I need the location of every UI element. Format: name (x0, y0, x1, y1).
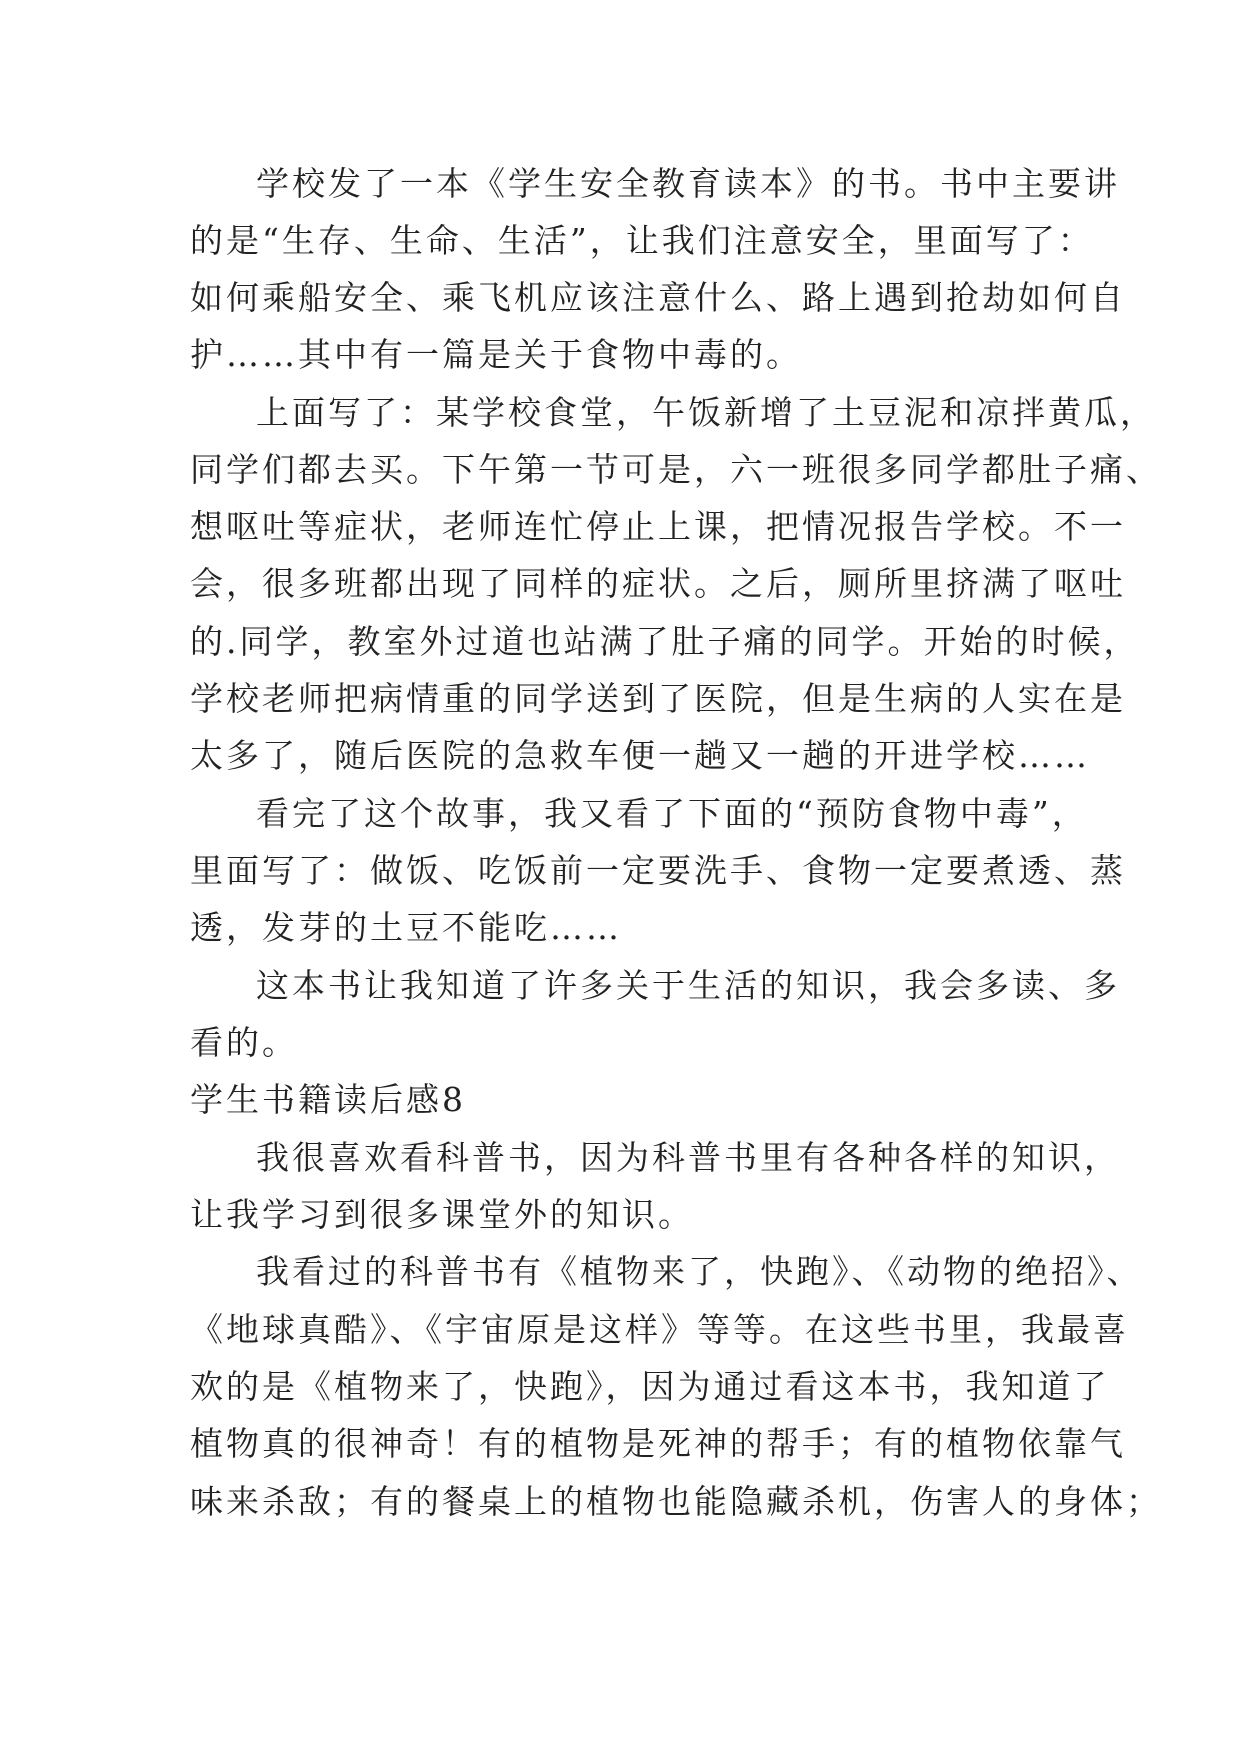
paragraph-line: 我看过的科普书有《植物来了，快跑》、《动物的绝招》、 (256, 1252, 1143, 1291)
paragraph-line: 上面写了：某学校食堂，午饭新增了土豆泥和凉拌黄瓜， (256, 393, 1156, 432)
paragraph-line: 味来杀敌；有的餐桌上的植物也能隐藏杀机，伤害人的身体； (190, 1482, 1162, 1521)
paragraph-line: 透，发芽的土豆不能吃…… (190, 908, 622, 947)
paragraph-line: 同学们都去买。下午第一节可是，六一班很多同学都肚子痛、 (190, 450, 1162, 489)
paragraph-line: 的.同学，教室外过道也站满了肚子痛的同学。开始的时候， (190, 622, 1140, 661)
paragraph-line: 欢的是《植物来了，快跑》，因为通过看这本书，我知道了 (190, 1367, 1110, 1406)
paragraph-line: 会，很多班都出现了同样的症状。之后，厕所里挤满了呕吐 (190, 564, 1126, 603)
paragraph-line: 《地球真酷》、《宇宙原是这样》等等。在这些书里，我最喜 (190, 1310, 1129, 1349)
paragraph-line: 让我学习到很多课堂外的知识。 (190, 1195, 694, 1234)
paragraph-line: 的是“生存、生命、生活”，让我们注意安全，里面写了： (190, 221, 1094, 260)
section-heading: 学生书籍读后感8 (190, 1080, 466, 1119)
paragraph-line: 植物真的很神奇！有的植物是死神的帮手；有的植物依靠气 (190, 1424, 1126, 1463)
paragraph-line: 如何乘船安全、乘飞机应该注意什么、路上遇到抢劫如何自 (190, 278, 1126, 317)
paragraph-line: 学校老师把病情重的同学送到了医院，但是生病的人实在是 (190, 679, 1126, 718)
paragraph-line: 学校发了一本《学生安全教育读本》的书。书中主要讲 (256, 164, 1120, 203)
paragraph-line: 太多了，随后医院的急救车便一趟又一趟的开进学校…… (190, 736, 1090, 775)
paragraph-line: 看完了这个故事，我又看了下面的“预防食物中毒”， (256, 794, 1088, 833)
paragraph-line: 护……其中有一篇是关于食物中毒的。 (190, 335, 802, 374)
paragraph-line: 看的。 (190, 1023, 298, 1062)
paragraph-line: 我很喜欢看科普书，因为科普书里有各种各样的知识， (256, 1138, 1120, 1177)
paragraph-line: 想呕吐等症状，老师连忙停止上课，把情况报告学校。不一 (190, 507, 1126, 546)
paragraph-line: 这本书让我知道了许多关于生活的知识，我会多读、多 (256, 966, 1120, 1005)
paragraph-line: 里面写了：做饭、吃饭前一定要洗手、食物一定要煮透、蒸 (190, 851, 1126, 890)
